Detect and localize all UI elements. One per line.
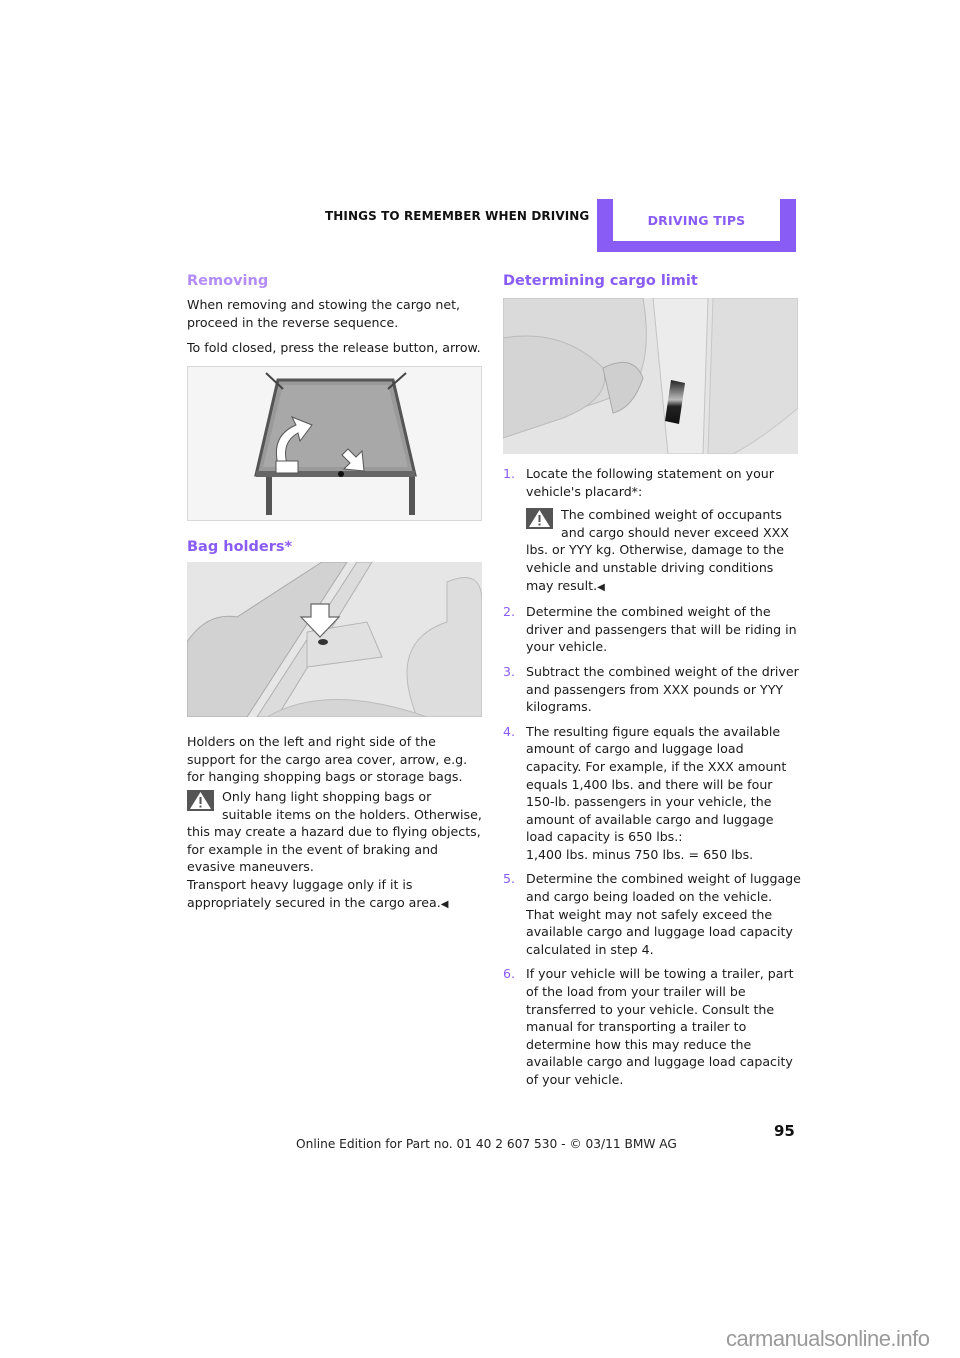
cargo-limit-steps: [503, 465, 801, 1096]
watermark: carmanualsonline.info: [726, 1326, 930, 1351]
section-tab: [597, 199, 796, 252]
bag-holders-paragraph: Holders on the left and right side of the support for the cargo area cover, arrow, e.g. for hanging shopping bags or storage bags.: [187, 734, 468, 785]
step-text: Determine the combined weight of luggage and cargo being loaded on the vehicle. That weight may not safely exceed the available cargo and luggage load capacity calculated in step 4.: [526, 871, 801, 957]
figure-bag-holder: [187, 562, 482, 717]
running-head: THINGS TO REMEMBER WHEN DRIVING: [325, 209, 590, 223]
step-item: [503, 663, 801, 716]
warning-text: Only hang light shopping bags or suitable items on the holders. Otherwise, this may create a hazard due to flying objects, for example in the event of braking and evasive maneuvers.: [187, 789, 482, 875]
placard-warning-text: The combined weight of occupants and cargo should never exceed XXX lbs. or YYY kg. Otherwise, damage to the vehicle and unstable driving conditions may result.: [526, 507, 789, 593]
page-number: 95: [774, 1122, 795, 1140]
end-of-section-mark: ◀: [440, 898, 449, 910]
placard-location-illustration: [503, 298, 798, 454]
bag-holders-warning: [187, 788, 483, 913]
heading-removing: Removing: [187, 273, 269, 289]
step-item: [503, 603, 801, 656]
step-number: 4.: [503, 723, 516, 739]
heading-bag-holders: Bag holders*: [187, 539, 293, 555]
step-item: [503, 965, 801, 1088]
step-number: 1.: [503, 466, 516, 481]
step-text: Determine the combined weight of the driver and passengers that will be riding in your vehicle.: [526, 604, 797, 655]
removing-paragraph-2: To fold closed, press the release button, arrow.: [187, 340, 481, 355]
step-calculation: 1,400 lbs. minus 750 lbs. = 650 lbs.: [526, 846, 754, 862]
step-item: [503, 870, 801, 958]
step-item: [503, 723, 801, 864]
warning-icon: [187, 790, 214, 811]
warning-text-2: Transport heavy luggage only if it is appropriately secured in the cargo area.: [187, 876, 441, 910]
removing-paragraph-1: When removing and stowing the cargo net, proceed in the reverse sequence.: [187, 297, 461, 330]
step-number: 5.: [503, 871, 516, 887]
step-number: 6.: [503, 966, 516, 982]
end-of-section-mark: ◀: [597, 581, 605, 593]
step-text: Subtract the combined weight of the driver and passengers from XXX pounds or YYY kilograms.: [526, 663, 799, 715]
section-tab-label: DRIVING TIPS: [647, 212, 746, 228]
bag-holder-illustration: [187, 562, 482, 717]
step-text: Locate the following statement on your vehicle's placard*:: [526, 466, 774, 499]
heading-determining-cargo-limit: Determining cargo limit: [503, 273, 698, 289]
step-text: The resulting figure equals the available amount of cargo and luggage load capacity. For example, if the XXX amount equals 1,400 lbs. and there will be four 150-lb. passengers in your vehicle, the amount of available cargo and luggage load capacity is 650 lbs.:: [526, 723, 787, 845]
step-item: [503, 465, 801, 596]
step-number: 3.: [503, 663, 516, 679]
figure-cargo-net: [187, 366, 482, 521]
warning-icon: [526, 508, 553, 529]
step-number: 2.: [503, 604, 516, 620]
edition-footer: Online Edition for Part no. 01 40 2 607 530 - © 03/11 BMW AG: [296, 1137, 677, 1151]
figure-placard-location: [503, 298, 798, 454]
placard-warning: [526, 506, 801, 596]
step-text: If your vehicle will be towing a trailer, part of the load from your trailer will be transferred to your vehicle. Consult the manual for transporting a trailer to determine how this may reduce the available cargo and luggage load capacity of your vehicle.: [526, 966, 794, 1087]
cargo-net-illustration: [188, 367, 482, 521]
